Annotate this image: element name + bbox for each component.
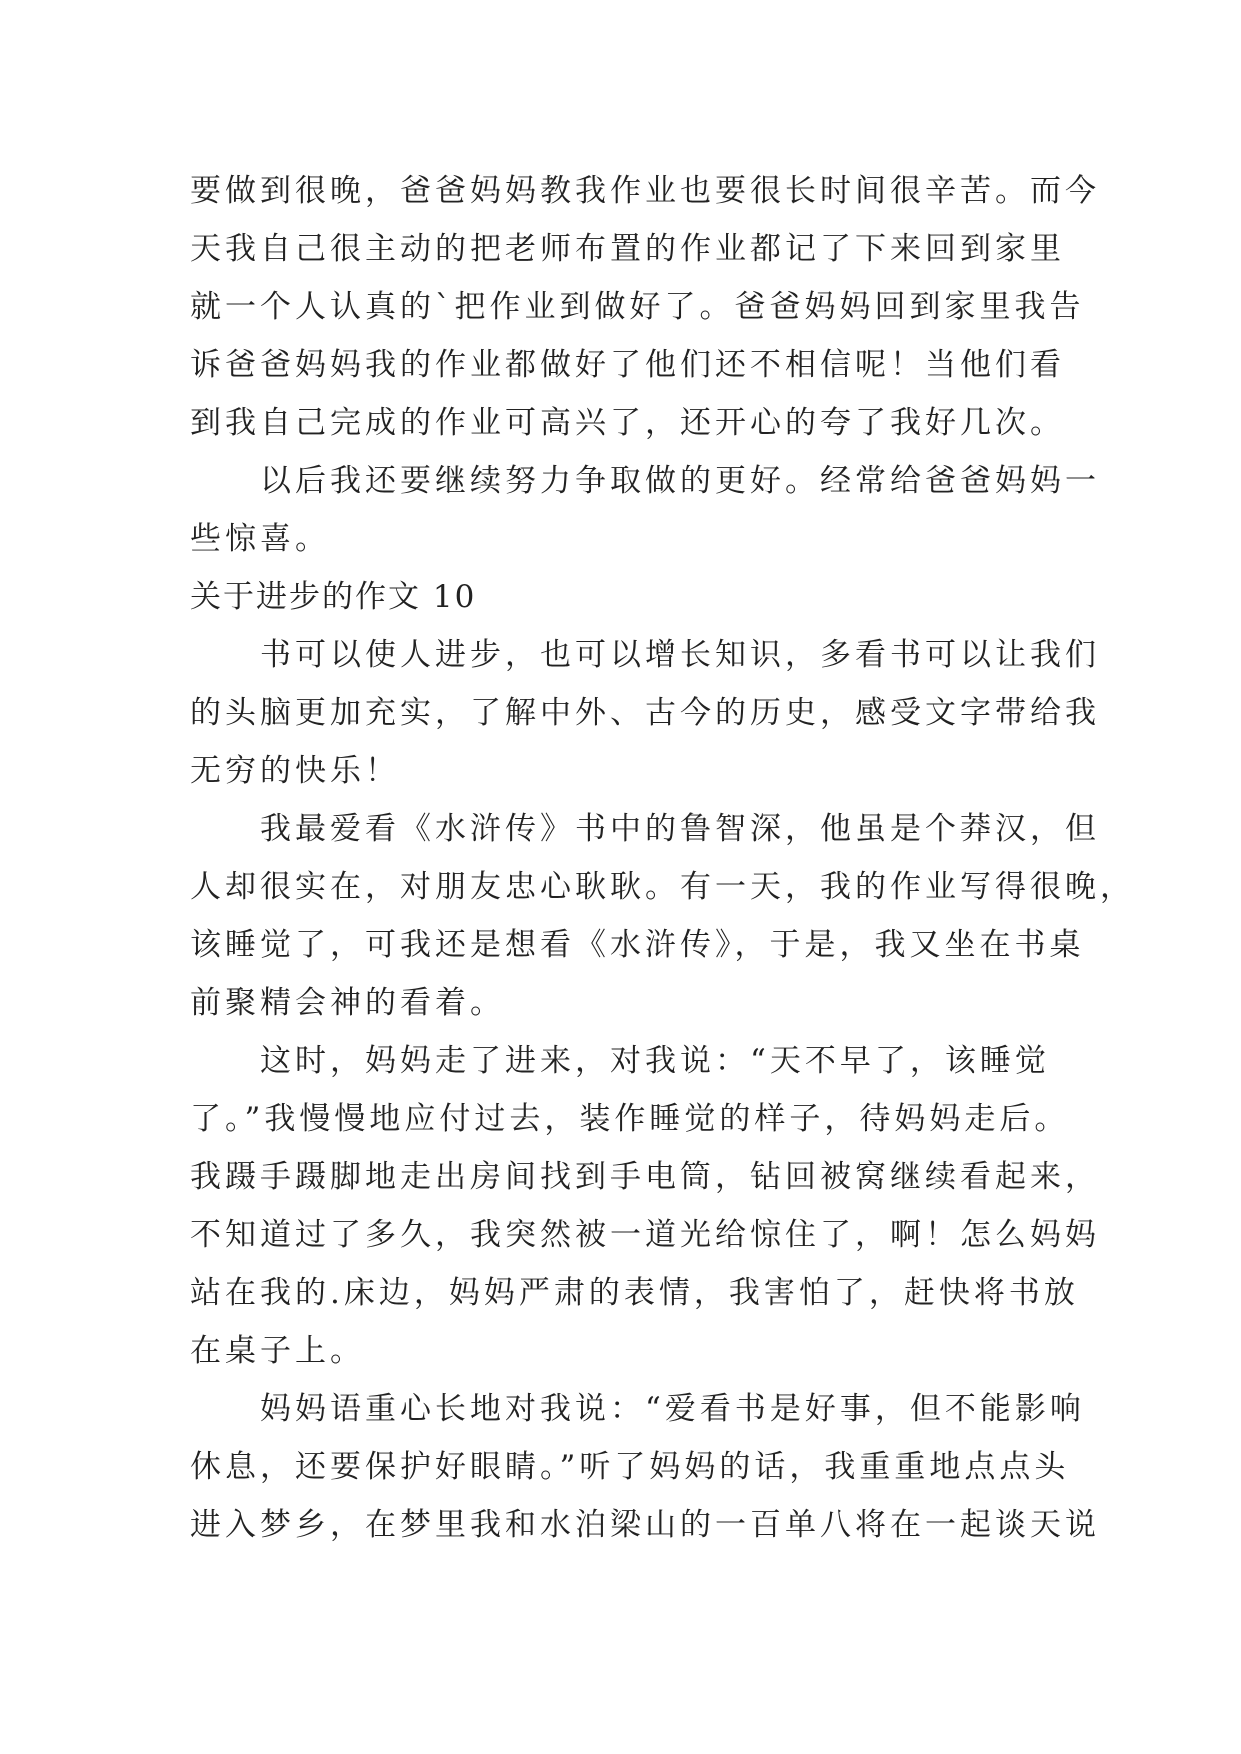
text-line: 站在我的.床边，妈妈严肃的表情，我害怕了，赶快将书放 — [190, 1275, 1079, 1311]
text-line: 了。”我慢慢地应付过去，装作睡觉的样子，待妈妈走后。 — [190, 1101, 1070, 1137]
text-line: 前聚精会神的看着。 — [190, 985, 505, 1021]
paragraph-start-line: 妈妈语重心长地对我说：“爱看书是好事，但不能影响 — [260, 1391, 1085, 1427]
text-line: 些惊喜。 — [190, 521, 330, 557]
text-line: 就一个人认真的`把作业到做好了。爸爸妈妈回到家里我告 — [190, 289, 1085, 325]
text-line: 我蹑手蹑脚地走出房间找到手电筒，钻回被窝继续看起来， — [190, 1159, 1100, 1195]
text-line: 该睡觉了，可我还是想看《水浒传》，于是，我又坐在书桌 — [190, 927, 1085, 963]
text-line: 要做到很晚，爸爸妈妈教我作业也要很长时间很辛苦。而今 — [190, 173, 1100, 209]
document-body — [190, 162, 1135, 1554]
paragraph-start-line: 我最爱看《水浒传》书中的鲁智深，他虽是个莽汉，但 — [260, 811, 1100, 847]
text-line: 休息，还要保护好眼睛。”听了妈妈的话，我重重地点点头 — [190, 1449, 1070, 1485]
paragraph-start-line: 以后我还要继续努力争取做的更好。经常给爸爸妈妈一 — [260, 463, 1100, 499]
text-line: 无穷的快乐！ — [190, 753, 400, 789]
text-line: 诉爸爸妈妈我的作业都做好了他们还不相信呢！当他们看 — [190, 347, 1065, 383]
text-line: 的头脑更加充实，了解中外、古今的历史，感受文字带给我 — [190, 695, 1100, 731]
essay-heading: 关于进步的作文 10 — [190, 579, 477, 615]
text-line: 在桌子上。 — [190, 1333, 365, 1369]
text-line: 进入梦乡，在梦里我和水泊梁山的一百单八将在一起谈天说 — [190, 1507, 1100, 1543]
text-line: 天我自己很主动的把老师布置的作业都记了下来回到家里 — [190, 231, 1065, 267]
text-line: 不知道过了多久，我突然被一道光给惊住了，啊！怎么妈妈 — [190, 1217, 1100, 1253]
paragraph-start-line: 书可以使人进步，也可以增长知识，多看书可以让我们 — [260, 637, 1100, 673]
paragraph-start-line: 这时，妈妈走了进来，对我说：“天不早了，该睡觉 — [260, 1043, 1050, 1079]
text-line: 人却很实在，对朋友忠心耿耿。有一天，我的作业写得很晚， — [190, 869, 1135, 905]
text-line: 到我自己完成的作业可高兴了，还开心的夸了我好几次。 — [190, 405, 1065, 441]
